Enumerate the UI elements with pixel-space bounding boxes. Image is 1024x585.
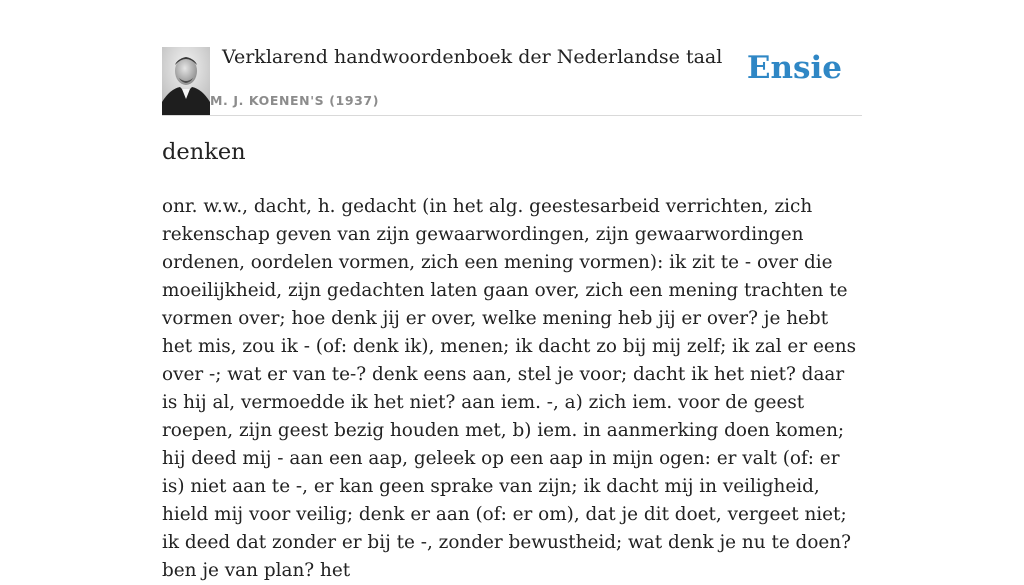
book-title: Verklarend handwoordenboek der Nederlandse taal xyxy=(222,46,723,68)
site-logo[interactable]: Ensie xyxy=(746,50,842,86)
entry-headword: denken xyxy=(162,139,246,165)
author-portrait xyxy=(162,47,210,115)
book-author: M. J. KOENEN'S (1937) xyxy=(210,93,380,108)
entry-definition: onr. w.w., dacht, h. gedacht (in het alg. geestesarbeid verrichten, zich rekenschap geven van zijn gewaarwordingen, zijn gewaarwordingen ordenen, oordelen vormen, zich een mening vormen): ik zit te - over die moeilijkheid, zijn gedachten laten gaan over, zich een mening trachten te vormen over; hoe denk jij er over, welke mening heb jij er over? je hebt het mis, zou ik - (of: denk ik), menen; ik dacht zo bij mij zelf; ik zal er eens over -; wat er van te-? denk eens aan, stel je voor; dacht ik het niet? daar is hij al, vermoedde ik het niet? aan iem. -, a) zich iem. voor de geest roepen, zijn geest bezig houden met, b) iem. in aanmerking doen komen; hij deed mij - aan een aap, geleek op een aap in mijn ogen: er valt (of: er is) niet aan te -, er kan geen sprake van zijn; ik dacht mij in veiligheid, hield mij voor veilig; denk er aan (of: er om), dat je dit doet, vergeet niet; ik deed dat zonder er bij te -, zonder bewustheid; wat denk je nu te doen? ben je van plan? het xyxy=(162,196,857,581)
portrait-icon xyxy=(162,47,210,115)
book-header xyxy=(162,46,862,116)
